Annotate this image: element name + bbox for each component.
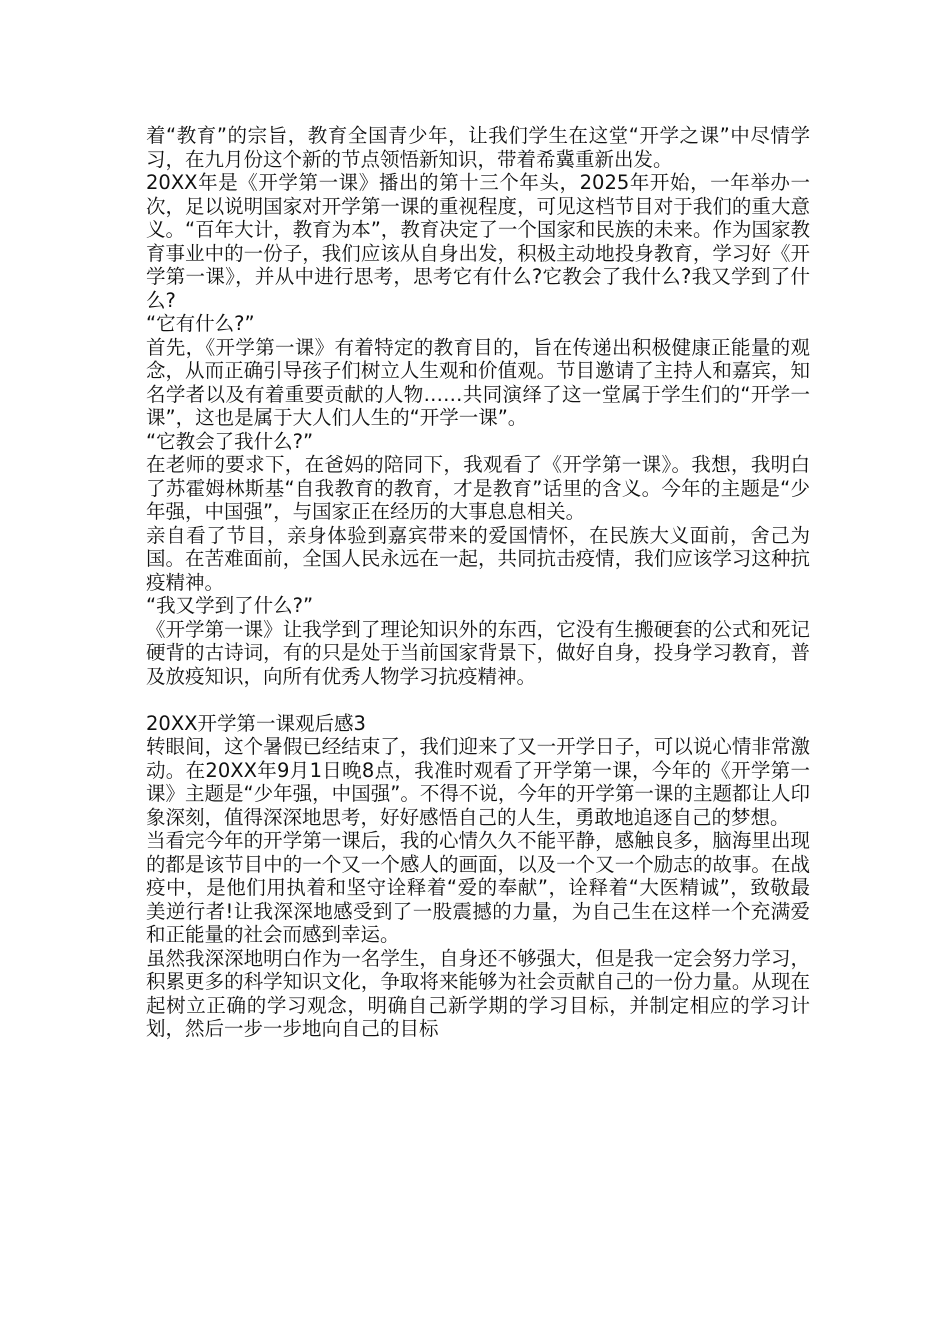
paragraph-3: 首先，《开学第一课》有着特定的教育目的，旨在传递出积极健康正能量的观念，从而正确引导孩子们树立人生观和价值观。节目邀请了主持人和嘉宾，知名学者以及有着重要贡献的人物……共同演绎了这一堂属于学生们的“开学一课”，这也是属于大人们人生的“开学一课”。 (146, 335, 810, 429)
paragraph-2: 20XX年是《开学第一课》播出的第十三个年头，2025年开始，一年举办一次，足以说明国家对开学第一课的重视程度，可见这档节目对于我们的重大意义。“百年大计，教育为本”，教育决定了一个国家和民族的未来。作为国家教育事业中的一份子，我们应该从自身出发，积极主动地投身教育，学习好《开学第一课》，并从中进行思考，思考它有什么?它教会了我什么?我又学到了什么? (146, 171, 810, 312)
paragraph-4: 在老师的要求下，在爸妈的陪同下，我观看了《开学第一课》。我想，我明白了苏霍姆林斯基“自我教育的教育，才是教育”话里的含义。今年的主题是“少年强，中国强”，与国家正在经历的大事息息相关。 (146, 453, 810, 523)
section-paragraph-3: 虽然我深深地明白作为一名学生，自身还不够强大，但是我一定会努力学习，积累更多的科学知识文化，争取将来能够为社会贡献自己的一份力量。从现在起树立正确的学习观念，明确自己新学期的学习目标，并制定相应的学习计划，然后一步一步地向自己的目标 (146, 946, 810, 1040)
question-heading-3: “我又学到了什么?” (146, 594, 314, 617)
question-heading-2: “它教会了我什么?” (146, 429, 314, 453)
section-paragraph-1: 转眼间，这个暑假已经结束了，我们迎来了又一开学日子，可以说心情非常激动。在20XX年9月1日晚8点，我准时观看了开学第一课，今年的《开学第一课》主题是“少年强，中国强”。不得不说，今年的开学第一课的主题都让人印象深刻，值得深深地思考，好好感悟自己的人生，勇敢地追逐自己的梦想。 (146, 735, 810, 829)
blank-line (146, 688, 810, 712)
paragraph-6: 《开学第一课》让我学到了理论知识外的东西，它没有生搬硬套的公式和死记硬背的古诗词，有的只是处于当前国家背景下，做好自身，投身学习教育，普及放疫知识，向所有优秀人物学习抗疫精神。 (146, 617, 810, 688)
section-paragraph-2: 当看完今年的开学第一课后，我的心情久久不能平静，感触良多，脑海里出现的都是该节目中的一个又一个感人的画面，以及一个又一个励志的故事。在战疫中，是他们用执着和坚守诠释着“爱的奉献”，诠释着“大医精诚”，致敬最美逆行者!让我深深地感受到了一股震撼的力量，为自己生在这样一个充满爱和正能量的社会而感到幸运。 (146, 829, 810, 946)
question-heading-1: “它有什么?” (146, 312, 255, 335)
document-body (146, 124, 810, 1041)
paragraph-5: 亲自看了节目，亲身体验到嘉宾带来的爱国情怀，在民族大义面前，舍己为国。在苦难面前，全国人民永远在一起，共同抗击疫情，我们应该学习这种抗疫精神。 (146, 523, 810, 594)
section-title: 20XX开学第一课观后感3 (146, 711, 366, 735)
paragraph-1: 着“教育”的宗旨，教育全国青少年，让我们学生在这堂“开学之课”中尽情学习，在九月份这个新的节点领悟新知识，带着希冀重新出发。 (146, 124, 810, 171)
